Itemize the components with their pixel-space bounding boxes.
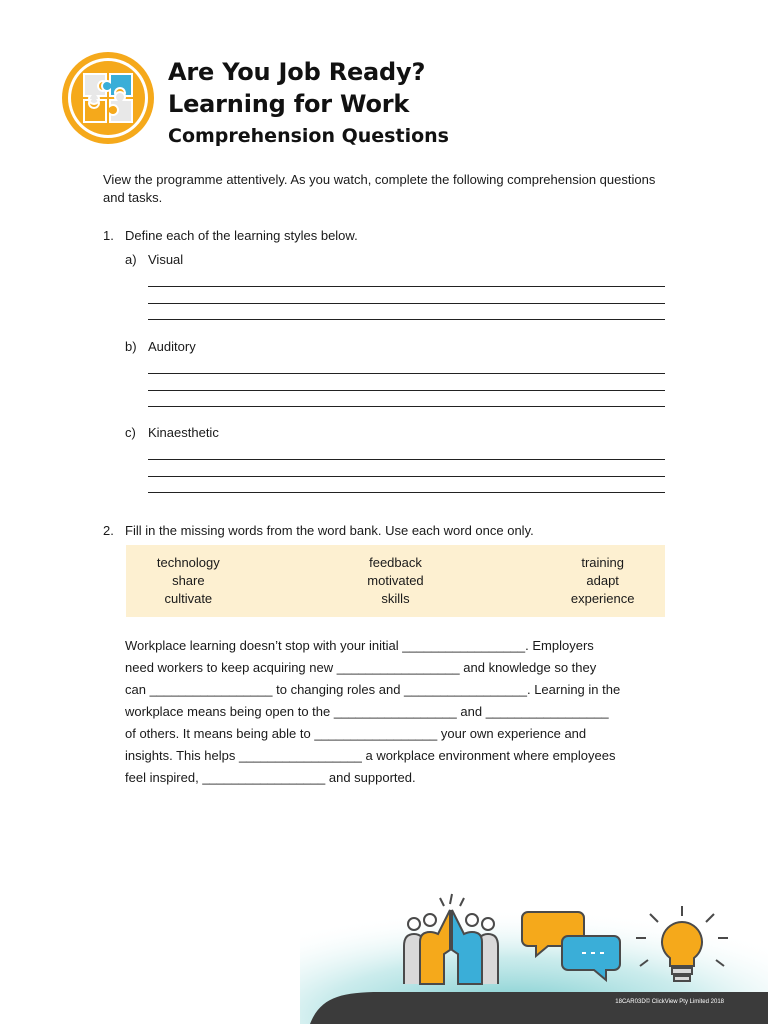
cloze-line bbox=[125, 745, 666, 767]
cloze-text: to changing roles and bbox=[272, 682, 405, 697]
cloze-blank[interactable]: _________________ bbox=[333, 704, 457, 719]
answer-line[interactable] bbox=[148, 319, 665, 320]
question-2 bbox=[103, 522, 534, 540]
word-bank-word: skills bbox=[381, 591, 410, 606]
cloze-text: . Employers bbox=[525, 638, 594, 653]
item-label: Kinaesthetic bbox=[148, 425, 219, 440]
cloze-line bbox=[125, 635, 666, 657]
answer-line[interactable] bbox=[148, 303, 665, 304]
cloze-text: can bbox=[125, 682, 150, 697]
item-label: Visual bbox=[148, 252, 184, 267]
page-title-line2: Learning for Work bbox=[168, 90, 410, 118]
answer-line[interactable] bbox=[148, 492, 665, 493]
puzzle-logo-icon bbox=[62, 52, 154, 144]
word-bank-word: motivated bbox=[367, 573, 424, 588]
title-block bbox=[168, 56, 449, 150]
question-1b bbox=[125, 338, 196, 356]
cloze-text: Workplace learning doesn’t stop with your initial bbox=[125, 638, 403, 653]
page-title: Are You Job Ready? bbox=[168, 58, 426, 86]
answer-line[interactable] bbox=[148, 406, 665, 407]
cloze-text: a workplace environment where employees bbox=[361, 748, 616, 763]
question-1a bbox=[125, 251, 183, 269]
item-letter: b) bbox=[125, 339, 137, 354]
word-bank-word: technology bbox=[156, 555, 220, 570]
answer-line[interactable] bbox=[148, 459, 665, 460]
cloze-text: your own experience and bbox=[437, 726, 587, 741]
item-letter: c) bbox=[125, 425, 136, 440]
cloze-line bbox=[125, 701, 666, 723]
word-bank-column bbox=[485, 554, 720, 608]
cloze-blank[interactable]: _________________ bbox=[202, 770, 326, 785]
answer-line[interactable] bbox=[148, 286, 665, 287]
question-number: 1. bbox=[103, 228, 114, 243]
cloze-text: and supported. bbox=[325, 770, 416, 785]
cloze-text: need workers to keep acquiring new bbox=[125, 660, 337, 675]
word-bank-column bbox=[306, 554, 486, 608]
answer-lines-visual[interactable] bbox=[148, 286, 665, 336]
question-text: Define each of the learning styles below. bbox=[125, 228, 358, 243]
cloze-text: . Learning in the bbox=[526, 682, 621, 697]
cloze-line bbox=[125, 723, 666, 745]
word-bank-word: adapt bbox=[586, 573, 619, 588]
cloze-blank[interactable]: _________________ bbox=[314, 726, 438, 741]
page-subtitle: Comprehension Questions bbox=[168, 125, 449, 147]
word-bank-word: training bbox=[581, 555, 624, 570]
cloze-paragraph bbox=[125, 635, 666, 789]
word-bank-word: feedback bbox=[369, 555, 422, 570]
cloze-blank[interactable]: _________________ bbox=[238, 748, 362, 763]
cloze-line bbox=[125, 679, 666, 701]
word-bank-word: cultivate bbox=[164, 591, 213, 606]
question-number: 2. bbox=[103, 523, 114, 538]
cloze-text: of others. It means being able to bbox=[125, 726, 315, 741]
cloze-blank[interactable]: _________________ bbox=[336, 660, 460, 675]
question-1c bbox=[125, 424, 219, 442]
cloze-text: and bbox=[456, 704, 486, 719]
answer-lines-auditory[interactable] bbox=[148, 373, 665, 423]
word-bank bbox=[126, 545, 665, 617]
cloze-blank[interactable]: _________________ bbox=[402, 638, 526, 653]
cloze-text: feel inspired, bbox=[125, 770, 203, 785]
copyright-text: 18CAR03D© ClickView Pty Limited 2018 bbox=[615, 999, 724, 1005]
cloze-text: insights. This helps bbox=[125, 748, 239, 763]
cloze-blank[interactable]: _________________ bbox=[404, 682, 527, 697]
question-1 bbox=[103, 227, 358, 245]
question-text: Fill in the missing words from the word bank. Use each word once only. bbox=[125, 523, 534, 538]
word-bank-column bbox=[71, 554, 306, 608]
answer-line[interactable] bbox=[148, 390, 665, 391]
footer-band bbox=[310, 992, 768, 1024]
item-label: Auditory bbox=[148, 339, 196, 354]
answer-line[interactable] bbox=[148, 476, 665, 477]
word-bank-word: experience bbox=[570, 591, 635, 606]
cloze-line bbox=[125, 657, 666, 679]
cloze-text: workplace means being open to the bbox=[125, 704, 334, 719]
cloze-blank[interactable]: _________________ bbox=[485, 704, 609, 719]
cloze-line bbox=[125, 767, 666, 789]
item-letter: a) bbox=[125, 252, 137, 267]
word-bank-word: share bbox=[172, 573, 205, 588]
cloze-text: and knowledge so they bbox=[459, 660, 597, 675]
answer-line[interactable] bbox=[148, 373, 665, 374]
cloze-blank[interactable]: _________________ bbox=[149, 682, 273, 697]
answer-lines-kinaesthetic[interactable] bbox=[148, 459, 665, 509]
intro-text: View the programme attentively. As you watch, complete the following comprehension questions and tasks. bbox=[103, 172, 656, 205]
